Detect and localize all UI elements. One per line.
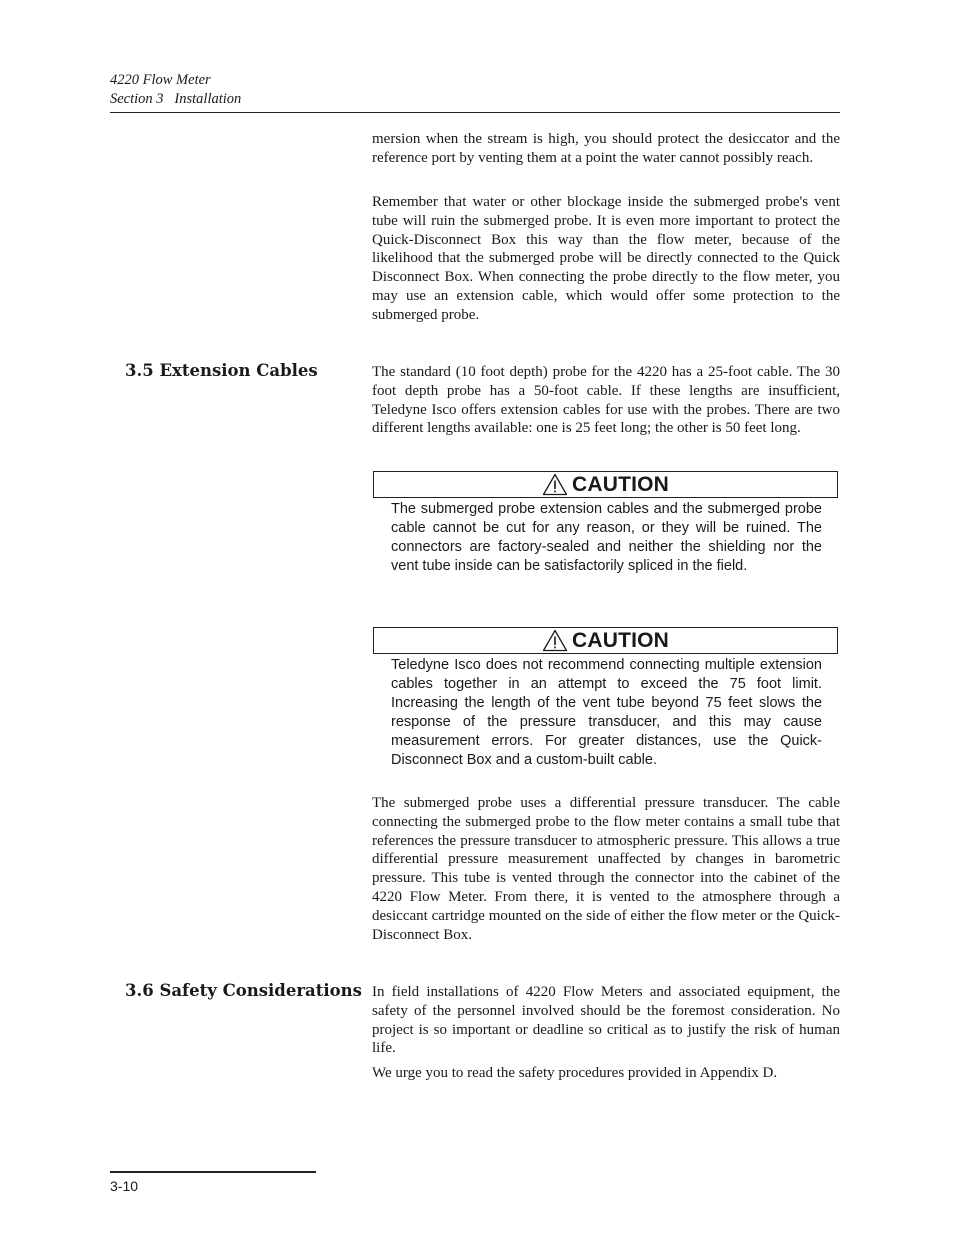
caution-title: CAUTION [571, 628, 670, 652]
header-section: Section 3 Installation [110, 91, 242, 107]
caution-banner-1 [373, 471, 838, 498]
paragraph-extension-cables: The standard (10 foot depth) probe for the 4220 has a 25-foot cable. The 30 foot depth probe has a 50-foot cable. If these lengths are insufficient, Teledyne Isco offers extension cables for use with the probes. There are two different lengths available: one is 25 feet long; the other is 50 feet long. [372, 364, 840, 437]
caution-text-1: The submerged probe extension cables and the submerged probe cable cannot be cut for any reason, or they will be ruined. The connectors are factory-sealed and neither the shielding nor the vent tube inside can be satisfactorily spliced in the field. [391, 501, 822, 574]
paragraph-appendix: We urge you to read the safety procedures provided in Appendix D. [372, 1065, 778, 1081]
page-number: 3-10 [110, 1178, 139, 1194]
section-heading-extension-cables: 3.5 Extension Cables [125, 361, 318, 380]
warning-triangle-icon [542, 473, 568, 496]
paragraph-safety: In field installations of 4220 Flow Meters and associated equipment, the safety of the personnel involved should be the foremost consideration. No project is so important or deadline so critical as to justify the risk of human life. [372, 984, 840, 1057]
paragraph-vent-tube: Remember that water or other blockage inside the submerged probe's vent tube will ruin the submerged probe. It is even more important to protect the Quick-Disconnect Box this way than the flow meter, because of the likelihood that the submerged probe will be directly connected to the Quick Disconnect Box. When connecting the probe directly to the flow meter, you may use an extension cable, which would offer some protection to the submerged probe. [372, 194, 840, 323]
footer-rule [110, 1171, 316, 1173]
paragraph-continued: mersion when the stream is high, you should protect the desiccator and the reference port by venting them at a point the water cannot possibly reach. [372, 131, 840, 166]
caution-title: CAUTION [571, 472, 670, 496]
section-heading-safety: 3.6 Safety Considerations [125, 981, 362, 1000]
caution-text-2: Teledyne Isco does not recommend connecting multiple extension cables together in an attempt to exceed the 75 foot limit. Increasing the length of the vent tube beyond 75 feet slows the response of the pressure transducer, and this may cause measurement errors. For greater distances, use the Quick-Disconnect Box and a custom-built cable. [391, 657, 822, 768]
header-title: 4220 Flow Meter [110, 72, 211, 88]
header-rule [110, 112, 840, 113]
running-header [110, 71, 840, 109]
caution-banner-2 [373, 627, 838, 654]
paragraph-differential-pressure: The submerged probe uses a differential pressure transducer. The cable connecting the submerged probe to the flow meter contains a small tube that references the pressure transducer to atmospheric pressure. This allows a true differential pressure measurement unaffected by changes in barometric pressure. This tube is vented through the connector into the cabinet of the 4220 Flow Meter. From there, it is vented to the atmosphere through a desiccant cartridge mounted on the side of either the flow meter or the Quick-Disconnect Box. [372, 795, 840, 943]
warning-triangle-icon [542, 629, 568, 652]
